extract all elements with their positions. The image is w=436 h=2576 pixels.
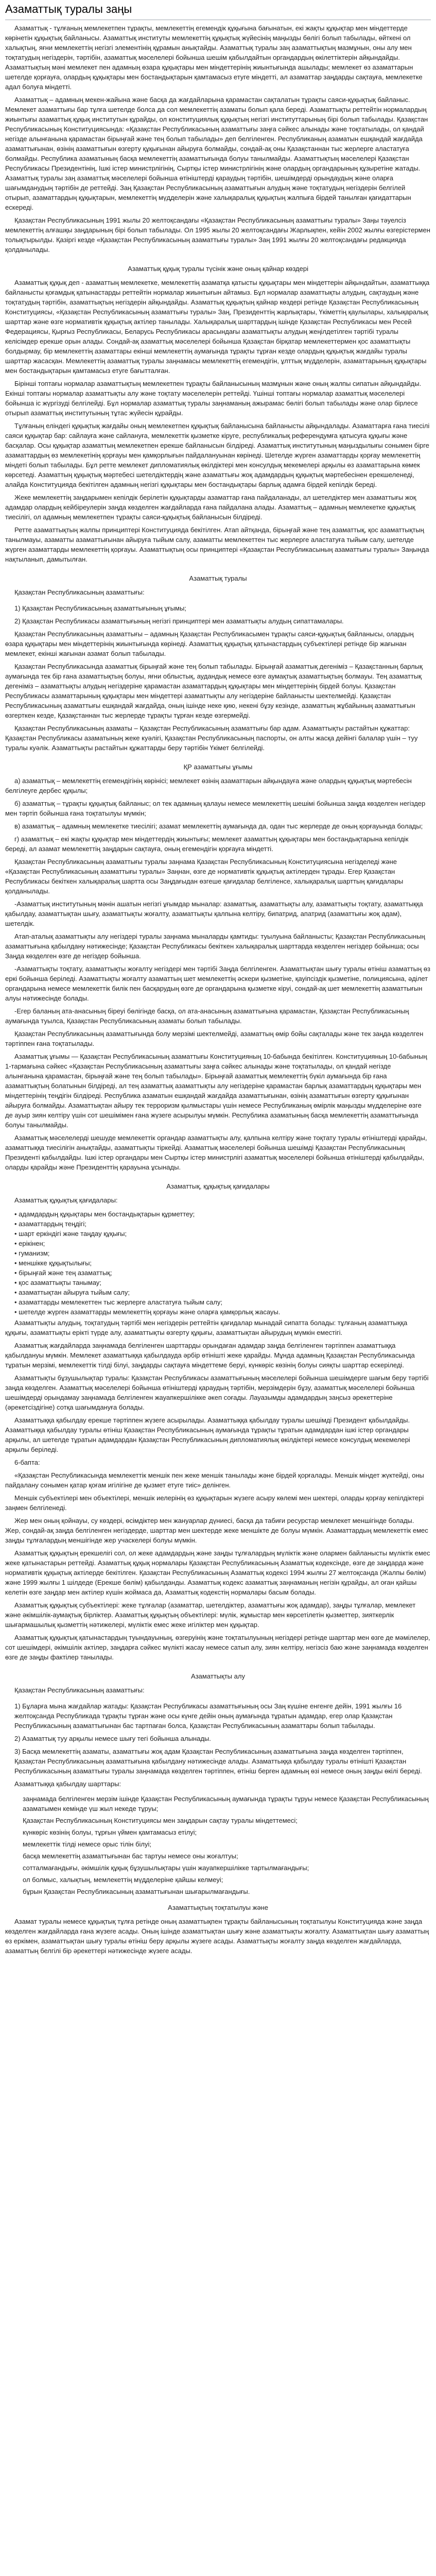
list-item: • азаматтарды мемлекеттен тыс жерлерге аластатуға тыйым салу; [14, 1297, 431, 1307]
sub-item: басқа мемлекеттің азаматтығынан бас тартуы немесе оны жоғалтуы; [23, 1852, 238, 1860]
paragraph: Қазақстан Республикасының азаматтығы: [14, 588, 145, 596]
paragraph: Азамат туралы немесе құқықтық тұлға ретінде оның азаматтықпен тұрақты байланысының тоқтатылуы Конституцияда және заңда көзделген жағдайларда ғана жүзеге асады. Оның ішінде азаматтықтан шығу және азаматтықты жоғалту. Азаматтықтан шығу азаматтың өз еркімен, азаматтықтан шығу туралы өтініш беру арқылы жүзеге асады. Азаматтықты жоғалту заңда көзделген жағдайларда, азаматтың белгілі бір әрекеттері нәтижесінде жүзеге асады. [5, 1918, 429, 1955]
paragraph-gap [5, 564, 431, 567]
list-item: • бірыңғай және тең азаматтық; [14, 1268, 431, 1278]
paragraph: Азаматтықты бұзушылықтар туралы: Қазақстан Республикасы азаматтығының мәселелері бойынша шешімдерге шағым беру тәртібі заңда көзделген. Азаматтық мәселелері бойынша өтініштерді қараудың тәртібін, мерзімдерін бұзу, азаматтық мәселелері бойынша шешімдерді орындамау заңнамада белгіленген жауапкершілікке әкеп соғады. Лауазымды адамдардың заңсыз әрекеттеріне (әрекетсіздігіне) сотқа шағымдануға болады. [5, 1374, 429, 1411]
paragraph: Бірінші топтағы нормалар азаматтықтың мемлекетпен тұрақты байланысының мазмұнын және оның жалпы сипатын айқындайды. Екінші топтағы нормалар азаматтықты алу және тоқтату мәселелерін реттейді. Үшінші топтағы нормалар азаматтық мәселелері бойынша іс жүргізуді белгілейді. Бұл нормалар азаматтық туралы заңнаманың ажырамас бөлігі болып табылады және олар бірлесе отырып азаматтық институтының тұтас жүйесін құрайды. [5, 380, 422, 417]
paragraph-gap [5, 753, 431, 756]
paragraph: Азаматтық - тұлғаның мемлекетпен тұрақты, мемлекеттің егемендік құқығына бағынатын, екі жақты құқықтар мен міндеттерде көрінетін құқықтық байланысы. Азаматтық институты мемлекеттің құқықтық жүйесінің маңызды бөлігі болып табылады, өйткені ол халықтың, яғни мемлекеттің негізгі элементінің құрамын анықтайды. Азаматтық туралы заң азаматтықтың мазмұнын, оны алу мен тоқтатудың негіздерін, тәртібін, азаматтық мәселелері бойынша шешім қабылдайтын органдардың өкілеттіктерін айқындайды. Азаматтықтың мәні мемлекет пен адамның өзара құқықтары мен міндеттерінің жиынтығында ашылады; мемлекет өз азаматтарын шетелде қорғауға, олардың құқықтары мен бостандықтарын қамтамасыз етуге міндетті, ал азаматтар заңдарды сақтауға, мемлекетке адал болуға міндетті. [5, 24, 423, 91]
paragraph-gap [5, 1695, 431, 1698]
paragraph: Азаматтық құқықтық қатынастардың туындауының, өзгеруінің және тоқтатылуының негіздері ретінде шарттар мен өзге де мәмілелер, сот шешімдері, әкімшілік актілер, заңдарға сәйкес мүлікті жасау немесе сатып алу, зиян келтіру, негізсіз баю және заңнамада көзделген өзге де заңды фактілер танылады. [5, 1634, 430, 1661]
document-body [5, 23, 431, 1959]
paragraph: г) азаматтық – екі жақты құқықтар мен міндеттердің жиынтығы; мемлекет азаматтың құқықтары мен бостандықтарына кепілдік береді, ал азамат мемлекеттің заңдарын сақтауға, оның егемендігін қорғауға міндетті. [5, 835, 409, 853]
paragraph: Азаматтыққа қабылдау ерекше тәртіппен жүзеге асырылады. Азаматтыққа қабылдау туралы шешімді Президент қабылдайды. Азаматтыққа қабылдау туралы өтініш Қазақстан Республикасының аумағында тұрақты тұратын адамдардан ішкі істер органдары арқылы, ал шетелде тұратын адамдардан Қазақстан Республикасының дипломатиялық өкілдіктері немесе консулдық мекемелері арқылы беріледі. [5, 1416, 410, 1453]
paragraph: 6-бапта: [14, 1459, 40, 1466]
paragraph: Азаматтық ұғымы — Қазақстан Республикасының азаматтығы Конституцияның 10-бабында бекітілген. Конституцияның 10-бабының 1-тармағына сәйкес «Қазақстан Республикасының азаматтығы заңға сәйкес алынады және тоқтатылады, ол қандай негізде алынғанына қарамастан, бірыңғай және тең болып табылады». Бірыңғай азаматтық мемлекеттің бүкіл аумағында бір ғана азаматтықтың болатынын білдіреді, ал тең азаматтық азаматтықты алу негіздеріне қарамастан барлық азаматтардың құқықтары мен міндеттерінің теңдігін білдіреді. Республика азаматын ешқандай жағдайда азаматтығынан, өзінің азаматтығын өзгерту құқығынан айыруға болмайды. Азаматтықтан айыру тек терроризм қылмыстары үшін немесе Республиканың өмірлік маңызды мүдделеріне өзге де ауыр зиян келтіру үшін сот шешімімен ғана жүзеге асырылуы мүмкін. Республика азаматының басқа мемлекеттің азаматтығында болуы танылмайды. [5, 1053, 427, 1129]
page-title: Азаматтық туралы заңы [5, 2, 431, 20]
paragraph: Ретте азаматтықтың жалпы принциптері Конституцияда бекітілген. Атап айтқанда, бірыңғай және тең азаматтық, қос азаматтықтың танылмауы, азаматты азаматтығынан айыруға тыйым салу, азаматты мемлекеттен тыс жерлерге аластатуға тыйым салу, шетелде жүрген азаматтарды мемлекеттің қорғауы. Азаматтықтың осы принциптері «Қазақстан Республикасының азаматтығы туралы» Заңында нақтыланып, дамытылған. [5, 526, 429, 563]
paragraph: Азаматтықты алудың, тоқтатудың тәртібі мен негіздерін реттейтін қағидалар мынадай сипатта болады: тұлғаның азаматтыққа құқығы, азаматтықты ерікті түрде алу, азаматтықты өзгерту құқығы, азаматтықтан айырудың мүмкін еместігі. [5, 1319, 408, 1336]
numbered-item: 2) Азаматтық туу арқылы немесе шығу тегі бойынша алынады. [14, 1735, 211, 1742]
paragraph-gap [5, 1205, 431, 1208]
paragraph: Азаматтық жағдайларда заңнамада белгіленген шарттарды орындаған адамдар заңда белгіленген тәртіппен азаматтыққа қабылдануы мүмкін. Мемлекет азаматтыққа қабылдауда әрбір өтінішті жеке қарайды. Мұнда адамның Қазақстан Республикасында тұратын мерзімі, мемлекеттік тілді білуі, заңдарды сақтауға міндеттеме беруі, күнкөріс көзінің болуы сияқты шарттар ескеріледі. [5, 1342, 415, 1369]
paragraph: Жер мен оның қойнауы, су көздері, өсімдіктер мен жануарлар дүниесі, басқа да табиғи ресурстар мемлекет меншігінде болады. Жер, сондай-ақ заңда белгіленген негіздерде, шарттар мен шектерде жеке меншікте де болуы мүмкін. Азаматтардың мемлекеттік емес заңды тұлғалардың меншігінде жер учаскелері болуы мүмкін. [5, 1517, 428, 1544]
paragraph: Тұлғаның еліндегі құқықтық жағдайы оның мемлекетпен құқықтық байланысына байланысты айқындалады. Азаматтарға ғана тиесілі саяси құқықтар бар: сайлауға және сайлануға, мемлекеттік қызметке кіруге, республикалық референдумға қатысуға құқығы және басқалар. Осы құқықтар азаматтың мемлекетпен ерекше байланысын білдіреді. Азаматтық институтының маңыздылығы сонымен бірге азаматтардың өз мемлекетінің қорғауы мен қамқорлығын пайдалануынан көрінеді. Шетелде жүрген азаматтарды қорғау мемлекеттің міндеті болып табылады. Бұл ретте мемлекет дипломатиялық өкілдіктері мен консулдық мекемелері арқылы өз азаматтарына көмек көрсетеді. Азаматтың құқықтық мәртебесі шетелдіктердің және азаматтығы жоқ адамдардың құқықтық мәртебесінен ерекшеленеді, алайда Конституцияда бекітілген адамның негізгі құқықтары мен бостандықтары барлық адамға бірдей кепілдік береді. [5, 422, 430, 488]
section-heading: Азаматтық құқық туралы түсінік және оның қайнар көздері [128, 265, 308, 273]
sub-item: ол болмыс, халықтың, мемлекеттің мүдделеріне қайшы келмеуі; [23, 1876, 223, 1884]
paragraph: Қазақстан Республикасының 1991 жылы 20 желтоқсандағы «Қазақстан Республикасының азаматтығы туралы» Заңы тәуелсіз мемлекеттің алғашқы заңдарының бірі болып табылады. Ол 1995 жылы 20 желтоқсандағы Жарлықпен, кейін 2002 жылғы өзгерістермен толықтырылды. Қазіргі кезде «Қазақстан Республикасының азаматтығы туралы» Заң 1991 жылғы 20 желтоқсандағы редакцияда қолданылады. [5, 216, 430, 253]
paragraph: Азаматтық мәселелерді шешуде мемлекеттік органдар азаматтықты алу, қалпына келтіру және тоқтату туралы өтініштерді қарайды, азаматтыққа тиесілігін анықтайды, азаматтықты тіркейді. Азаматтық мәселелері бойынша шешімді Қазақстан Республикасының Президенті қабылдайды. Ішкі істер органдары мен Сыртқы істер министрлігі азаматтық мәселелері бойынша өтініштерді қабылдайды, оларды қарайды және Президенттің қарауына ұсынады. [5, 1134, 427, 1171]
list-item: • азаматтықтан айыруға тыйым салу; [14, 1287, 431, 1297]
paragraph-gap [5, 1172, 431, 1175]
section-heading: Азаматтықты алу [191, 1672, 245, 1680]
section-heading: Азаматтық туралы [189, 574, 247, 582]
paragraph: «Қазақстан Республикасында мемлекеттік меншік пен жеке меншік танылады және бірдей қорғалады. Меншік міндет жүктейді, оны пайдалану сонымен қатар қоғам игілігіне де қызмет етуге тиіс» делінген. [5, 1471, 424, 1489]
list-item: • гуманизм; [14, 1248, 431, 1258]
numbered-item: 1) Бұларға мына жағдайлар жатады: Қазақстан Республикасы азаматтығының осы Заң күшіне енгенге дейін, 1991 жылғы 16 желтоқсанда Республикада тұрақты тұрған және осы күнге дейін оның аумағында тұратын адамдар, егер олар Қазақстан Республикасының азаматтығынан бас тартпаған болса, Қазақстан Республикасының азаматтары болып табылады. [14, 1702, 402, 1730]
paragraph: Қазақстан Республикасында азаматтық бірыңғай және тең болып табылады. Бірыңғай азаматтық дегеніміз – Қазақстанның барлық аумағында тек бір ғана азаматтықтың болуы, яғни облыстық, аудандық немесе өзге аумақтық азаматтықтың болмауы. Тең азаматтық дегеніміз – азаматтықты алудың негіздеріне қарамастан азаматтардың құқықтары мен міндеттерінің бірдей болуы. Қазақстан Республикасы азаматтарының құқықтары мен міндеттері азаматтықты алу негіздеріне байланысты шектелмейді. Қазақстан Республикасының азаматтығы ешқандай жағдайда, оның ішінде неке қию, некені бұзу кезінде, азаматтың жұбайының азаматтығын өзгерткен кезде, Қазақстаннан тыс жерлерде тұрақты тұрған кезде өзгермейді. [5, 663, 423, 719]
paragraph: Азаматтық – адамның мекен-жайына және басқа да жағдайларына қарамастан сақталатын тұрақты саяси-құқықтық байланыс. Мемлекет азаматтығы бар тұлға шетелде болса да сол мемлекеттің азаматы болып қала береді. Азаматтықты реттейтін нормалардың жиынтығы азаматтық құқық институтын құрайды, ол конституциялық құқықтың негізгі институттарының бірі болып табылады. Қазақстан Республикасының Конституциясында: «Қазақстан Республикасының азаматтығы заңға сәйкес алынады және тоқтатылады, ол қандай негізде алынғанына қарамастан бірыңғай және тең болып табылады» деп белгіленген. Республиканың азаматын ешқандай жағдайда азаматтығынан, өзінің азаматтығын өзгерту құқығынан айыруға болмайды, сондай-ақ оны Қазақстаннан тыс жерлерге аластатуға болмайды. Республика азаматының басқа мемлекеттің азаматтығында болуы танылмайды. Азаматтықтың мәселелері Қазақстан Республикасы Президентінің, Ішкі істер министрлігінің, Сыртқы істер министрлігінің және олардың органдарының құзыретіне жатады. Азаматтық туралы заң азаматтық мәселелері бойынша өтініштерді қараудың тәртібін, шешімдерді орындаудың және оларға шағымданудың тәртібін де реттейді. Заң Қазақстан Республикасының азаматтығын алудың және тоқтатудың негіздерін белгілей отырып, азаматтардың құқықтарын, мемлекеттің мүдделерін және халықаралық құқықтың жалпыға бірдей танылған қағидаттарын ескереді. [5, 96, 428, 211]
paragraph: -Азаматтық институтының мәнін ашатын негізгі ұғымдар мыналар: азаматтық, азаматтықты алу, азаматтықты тоқтату, азаматтыққа қабылдау, азаматтықтан шығу, азаматтықты жоғалту, азаматтықты қалпына келтіру, бипатрид, апатрид (азаматтығы жоқ адам), шетелдік. [5, 900, 423, 927]
paragraph: Қазақстан Республикасының азаматы – Қазақстан Республикасының азаматтығы бар адам. Азаматтықты растайтын құжаттар: Қазақстан Республикасы азаматының жеке куәлігі, Қазақстан Республикасының паспорты, он алты жасқа дейінгі балалар үшін – туу туралы куәлік. Азаматтықты растайтын құжаттарды беру тәртібін Үкімет белгілейді. [5, 724, 418, 752]
sub-item: сотталмағандығы, әкімшілік құқық бұзушылықтары үшін жауапкершілікке тартылмағандығы; [23, 1864, 309, 1872]
list-item: • ерікінен; [14, 1239, 431, 1248]
paragraph: Азаматтық құқықтық қағидалары: [14, 1196, 118, 1204]
paragraph: Азаматтық құқық деп - азаматтың мемлекетке, мемлекеттің азаматқа қатысты құқықтары мен міндеттерін айқындайтын, азаматтыққа байланысты қоғамдық қатынастарды реттейтін нормалар жиынтығын айтамыз. Бұл нормалар азаматтықты алудың, сақтаудың және тоқтатудың тәртібін, азаматтықтың негіздерін айқындайды. Азаматтық құқықтың қайнар көздері ретінде Қазақстан Республикасының Конституциясы, «Қазақстан Республикасының азаматтығы туралы» Заң, Президенттің жарлықтары, Үкіметтің қаулылары, халықаралық шарттар және өзге нормативтік құқықтық актілер танылады. Халықаралық шарттардың ішінде Қазақстан Республикасы мен Ресей Федерациясы, Қырғыз Республикасы, Беларусь Республикасы арасындағы азаматтықты алудың жеңілдетілген тәртібі туралы келісімдер ерекше орын алады. Сондай-ақ азаматтық мәселелері бойынша Қазақстан бірқатар мемлекеттермен қос азаматтықты болдырмау, бір мемлекеттің азаматтары екінші мемлекеттің аумағында тұрақты тұрған кезде олардың құқықтық жағдайы туралы шарттар жасасқан. Мемлекеттің азаматтық туралы заңнамасы мемлекеттің егемендігін, ұлттық мүдделерін, азаматтарының құқықтары мен бостандықтарын қамтамасыз етуге бағытталған. [5, 279, 430, 375]
sub-item: күнкөріс көзінің болуы, тұрғын үймен қамтамасыз етілуі; [23, 1828, 197, 1836]
numbered-item: 2) Қазақстан Республикасы азаматтығының негізгі принциптері мен азаматтықты алудың сипаттамалары. [14, 617, 344, 625]
paragraph: а) азаматтық – мемлекеттің егемендігінің көрінісі; мемлекет өзінің азаматтарын айқындауға және олардың құқықтық мәртебесін белгілеуге дербес құқылы; [5, 777, 412, 794]
sub-item: Қазақстан Республикасының Конституциясы мен заңдарын сақтау туралы міндеттемесі; [23, 1817, 298, 1824]
list-item: • меншікке құқықтылығы; [14, 1258, 431, 1268]
paragraph: б) азаматтық – тұрақты құқықтық байланыс; ол тек адамның қалауы немесе мемлекеттің шешімі бойынша заңда көзделген негіздер мен тәртіп бойынша ғана тоқтатылуы мүмкін; [5, 800, 426, 817]
paragraph: Қазақстан Республикасының азаматтығы туралы заңнама Қазақстан Республикасының Конституциясына негізделеді және «Қазақстан Республикасының азаматтығы туралы» Заңнан, өзге де нормативтік құқықтық актілерден тұрады. Егер Қазақстан Республикасы бекіткен халықаралық шартта осы Заңдағыдан өзгеше қағидалар белгіленсе, халықаралық шарттың қағидалары қолданылады. [5, 858, 404, 895]
list-item: • адамдардың құқықтары мен бостандықтарын құрметтеу; [14, 1209, 431, 1219]
paragraph: Жеке мемлекеттің заңдарымен кепілдік берілетін құқықтарды азаматтар ғана пайдаланады, ал шетелдіктер мен азаматтығы жоқ адамдар олардың кейбіреулерін заңда көзделген жағдайларда ғана пайдалана алады. Азаматтық – адамның мемлекетке құқықтық тиесілігі, ол адамның мемлекетпен тұрақты саяси-құқықтық байланысын білдіреді. [5, 494, 416, 521]
paragraph: -Азаматтықты тоқтату, азаматтықты жоғалту негіздері мен тәртібі Заңда белгіленген. Азаматтықтан шығу туралы өтініш азаматтың өз еркі бойынша беріледі. Азаматтықты жоғалту азаматтың шет мемлекеттің әскери қызметіне, қауіпсіздік қызметіне, полициясына, әділет органдарына немесе мемлекеттік билік пен басқарудың өзге де органдарына қызметке кіруі, сондай-ақ шет мемлекеттің азаматтығын алуы нәтижесінде болады. [5, 965, 431, 1002]
paragraph: Қазақстан Республикасының азаматтығы: [14, 1686, 145, 1694]
paragraph-gap [5, 1662, 431, 1665]
list-item: • азаматтардың теңдігі; [14, 1219, 431, 1229]
paragraph: Азаматтық құқықтың ерекшелігі сол, ол жеке адамдардың және заңды тұлғалардың мүліктік және олармен байланысты мүліктік емес жеке қатынастарын реттейді. Азаматтық құқық нормалары Қазақстан Республикасының Азаматтық кодексінде, өзге де заңдарда және нормативтік құқықтық актілерде бекітілген. Қазақстан Республикасының Азаматтық кодексі 1994 жылғы 27 желтоқсанда (Жалпы бөлім) және 1999 жылғы 1 шілдеде (Ерекше бөлім) қабылданды. Азаматтық кодекс азаматтық заңнаманың негізін құрайды, ал оған қайшы келетін өзге заңдар мен актілер күшін жоймаса да, Азаматтық кодекстің нормалары басым болады. [5, 1549, 430, 1596]
paragraph-gap [5, 1789, 431, 1792]
paragraph: Азаматтық құқықтық субъектілері: жеке тұлғалар (азаматтар, шетелдіктер, азаматтығы жоқ адамдар), заңды тұлғалар, мемлекет және әкімшілік-аумақтық бірліктер. Азаматтық құқықтың объектілері: мүлік, жұмыстар мен көрсетілетін қызметтер, зияткерлік шығармашылық қызметтің нәтижелері, мүліктік емес жеке игіліктер мен құқықтар. [5, 1601, 416, 1629]
sub-item: бұрын Қазақстан Республикасының азаматтығынан шығарылмағандығы. [23, 1888, 250, 1895]
sub-item: мемлекеттік тілді немесе орыс тілін білуі; [23, 1840, 152, 1848]
list-item: • қос азаматтықты танымау; [14, 1278, 431, 1287]
list-item: • шарт еркіндігі және таңдау құқығы; [14, 1229, 431, 1239]
paragraph-gap [5, 255, 431, 258]
paragraph: в) азаматтық – адамның мемлекетке тиесілігі; азамат мемлекеттің аумағында да, одан тыс жерлерде де оның қорғауында болады; [14, 822, 423, 830]
sub-item: заңнамада белгіленген мерзім ішінде Қазақстан Республикасының аумағында тұрақты тұруы немесе Қазақстан Республикасының азаматымен кемінде үш жыл некеде тұруы; [23, 1795, 429, 1812]
section-heading: ҚР азаматтығы ұғымы [183, 763, 253, 771]
section-heading: Азаматтық, құқықтық қағидалары [166, 1182, 270, 1190]
paragraph: Атап-аталық азаматтықты алу негіздері туралы заңнама мыналарды қамтиды: туылуына байланысты; Қазақстан Республикасының азаматтығына қабылдану нәтижесінде; Қазақстан Республикасы бекіткен халықаралық шарттарда көзделген негіздер бойынша; осы Заңда көзделген өзге де негіздер бойынша. [5, 933, 425, 960]
paragraph: Қазақстан Республикасының азаматтығында болу мерзімі шектелмейді, азаматтың өмір бойы сақталады және тек заңда көзделген тәртіппен ғана тоқтатылады. [5, 1030, 424, 1047]
paragraph-gap [5, 1956, 431, 1959]
bullet-list [5, 1209, 431, 1317]
paragraph-gap [5, 597, 431, 600]
list-item: • шетелде жүрген азаматтарды мемлекеттің қорғауы және оларға қамқорлық жасауы. [14, 1307, 431, 1317]
paragraph: Меншік субъектілері мен объектілері, меншік иелерінің өз құқықтарын жүзеге асыру көлемі мен шектері, оларды қорғау кепілдіктері заңмен белгіленеді. [5, 1494, 424, 1512]
paragraph: Қазақстан Республикасының азаматтығы – адамның Қазақстан Республикасымен тұрақты саяси-құқықтық байланысы, олардың өзара құқықтары мен міндеттерінің жиынтығында көрінеді. Азаматтық құқықтық қатынастардың субъектілері ретінде бір жағынан мемлекет, екінші жағынан азамат болып табылады. [5, 630, 414, 657]
section-heading: Азаматтықтың тоқтатылуы және [168, 1904, 268, 1911]
paragraph: Азаматтыққа қабылдау шарттары: [14, 1780, 121, 1788]
numbered-item: 1) Қазақстан Республикасының азаматтығының ұғымы; [14, 604, 186, 612]
paragraph: -Егер баланың ата-анасының біреуі бөлігінде басқа, ол ата-анасының азаматтығына қарамастан, Қазақстан Республикасының аумағында туылса, Қазақстан Республикасының азаматы болып табылады. [5, 1007, 409, 1025]
numbered-item: 3) Басқа мемлекеттің азаматы, азаматтығы жоқ адам Қазақстан Республикасының азаматтығына заңда көзделген тәртіппен, Қазақстан Республикасының азаматтығына қабылдану нәтижесінде алады. Азаматтыққа қабылдау туралы өтінішті Қазақстан Республикасының азаматтығы туралы заңнамада көзделген тәртіппен, өтініш берген адамның өзі немесе оның заңды өкілі береді. [14, 1748, 422, 1775]
